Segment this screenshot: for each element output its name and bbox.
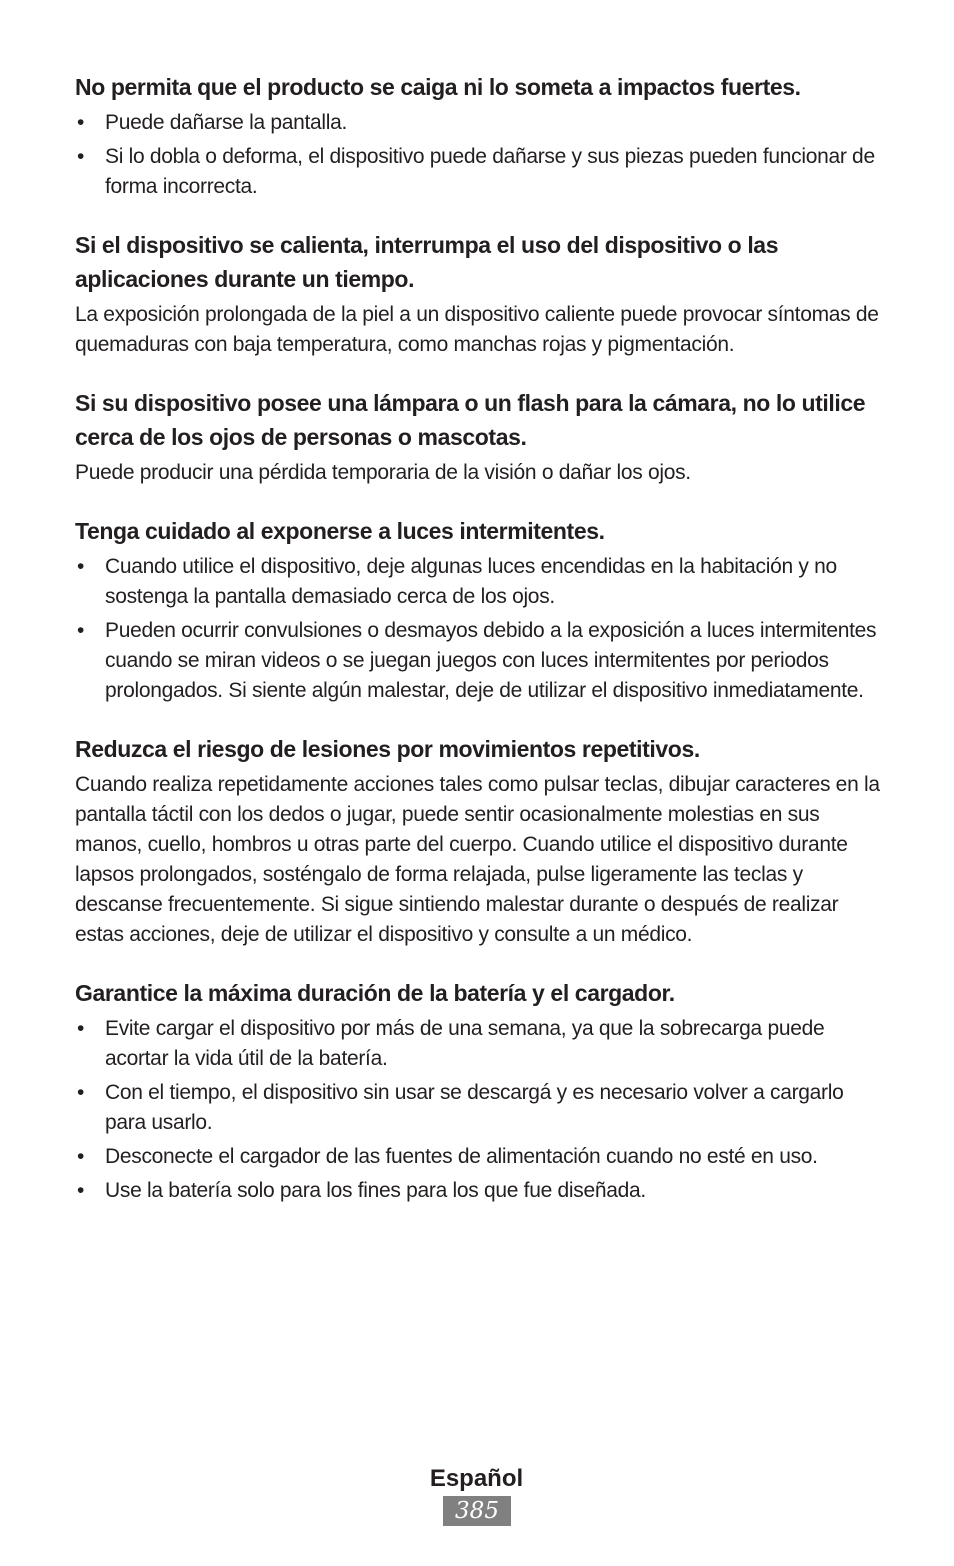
- bullet-icon: •: [77, 555, 85, 578]
- section-flashing-lights: [75, 514, 885, 706]
- section-device-heat: [75, 228, 885, 360]
- bullet-list: [75, 552, 885, 706]
- list-item-text: Evite cargar el dispositivo por más de una semana, ya que la sobrecarga puede acortar la vida útil de la batería.: [105, 1017, 825, 1070]
- section-heading: Garantice la máxima duración de la batería y el cargador.: [75, 980, 675, 1006]
- section-paragraph: La exposición prolongada de la piel a un dispositivo caliente puede provocar síntomas de quemaduras con baja temperatura, como manchas rojas y pigmentación.: [75, 303, 879, 356]
- bullet-icon: •: [77, 1081, 85, 1104]
- section-paragraph: Puede producir una pérdida temporaria de la visión o dañar los ojos.: [75, 461, 691, 484]
- section-drop-impact: [75, 70, 885, 202]
- bullet-icon: •: [77, 619, 85, 642]
- section-heading: Tenga cuidado al exponerse a luces intermitentes.: [75, 518, 605, 544]
- bullet-icon: •: [77, 1179, 85, 1202]
- bullet-icon: •: [77, 1017, 85, 1040]
- list-item-text: Con el tiempo, el dispositivo sin usar se descargá y es necesario volver a cargarlo para usarlo.: [105, 1081, 844, 1134]
- bullet-icon: •: [77, 111, 85, 134]
- bullet-icon: •: [77, 1145, 85, 1168]
- list-item: [75, 108, 885, 138]
- list-item: [75, 552, 885, 612]
- bullet-list: [75, 108, 885, 202]
- list-item: [75, 1014, 885, 1074]
- section-heading: Si el dispositivo se calienta, interrumpa el uso del dispositivo o las aplicaciones durante un tiempo.: [75, 232, 779, 292]
- bullet-list: [75, 1014, 885, 1206]
- list-item-text: Puede dañarse la pantalla.: [105, 111, 348, 134]
- list-item-text: Desconecte el cargador de las fuentes de alimentación cuando no esté en uso.: [105, 1145, 818, 1168]
- section-repetitive-motion: [75, 732, 885, 950]
- list-item: [75, 1142, 885, 1172]
- footer-language: Español: [429, 1465, 524, 1492]
- section-heading: No permita que el producto se caiga ni lo someta a impactos fuertes.: [75, 74, 801, 100]
- section-paragraph: Cuando realiza repetidamente acciones tales como pulsar teclas, dibujar caracteres en la pantalla táctil con los dedos o jugar, puede sentir ocasionalmente molestias en sus manos, cuello, hombros u otras parte del cuerpo. Cuando utilice el dispositivo durante lapsos prolongados, sosténgalo de forma relajada, pulse ligeramente las teclas y descanse frecuentemente. Si sigue sintiendo malestar durante o después de realizar estas acciones, deje de utilizar el dispositivo y consulte a un médico.: [75, 773, 880, 946]
- list-item-text: Pueden ocurrir convulsiones o desmayos debido a la exposición a luces intermitentes cuando se miran videos o se juegan juegos con luces intermitentes por periodos prolongados. Si siente algún malestar, deje de utilizar el dispositivo inmediatamente.: [105, 619, 877, 702]
- list-item-text: Cuando utilice el dispositivo, deje algunas luces encendidas en la habitación y no sostenga la pantalla demasiado cerca de los ojos.: [105, 555, 837, 608]
- section-battery-life: [75, 976, 885, 1206]
- list-item-text: Use la batería solo para los fines para los que fue diseñada.: [105, 1179, 646, 1202]
- page-number: 385: [443, 1496, 511, 1526]
- page-footer: [0, 1462, 954, 1526]
- list-item-text: Si lo dobla o deforma, el dispositivo puede dañarse y sus piezas pueden funcionar de forma incorrecta.: [105, 145, 875, 198]
- list-item: [75, 1176, 885, 1206]
- page-content: [75, 70, 885, 1232]
- section-heading: Reduzca el riesgo de lesiones por movimientos repetitivos.: [75, 736, 700, 762]
- list-item: [75, 1078, 885, 1138]
- bullet-icon: •: [77, 145, 85, 168]
- section-heading: Si su dispositivo posee una lámpara o un flash para la cámara, no lo utilice cerca de los ojos de personas o mascotas.: [75, 390, 866, 450]
- list-item: [75, 142, 885, 202]
- section-flash-eyes: [75, 386, 885, 488]
- list-item: [75, 616, 885, 706]
